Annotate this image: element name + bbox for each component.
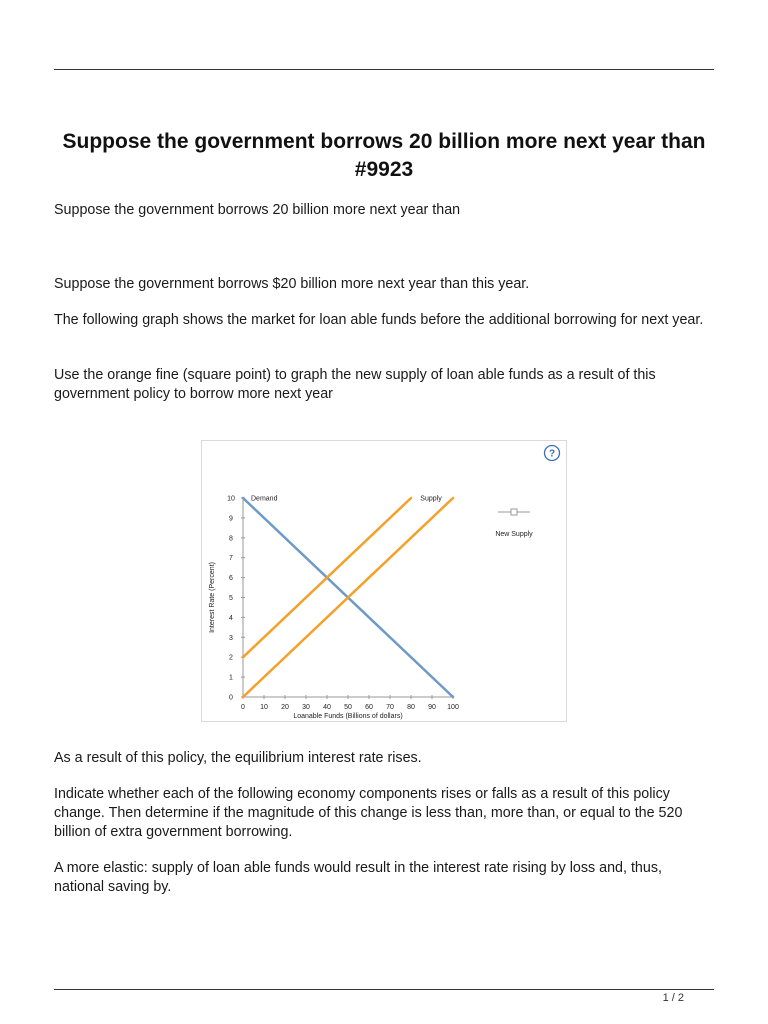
series-label-demand: Demand xyxy=(251,495,278,503)
x-tick-label: 0 xyxy=(241,704,245,711)
y-tick-label: 10 xyxy=(227,495,235,503)
x-tick-label: 90 xyxy=(428,704,436,711)
y-tick-label: 1 xyxy=(229,674,233,682)
loanable-funds-figure xyxy=(201,440,567,722)
x-tick-label: 10 xyxy=(260,704,268,711)
series-label-supply: Supply xyxy=(420,495,442,503)
y-tick-label: 8 xyxy=(229,535,233,543)
paragraph-result: As a result of this policy, the equilibrium interest rate rises. xyxy=(54,750,422,766)
chart-series xyxy=(243,496,453,698)
paragraph-question: Suppose the government borrows $20 billion more next year than this year. xyxy=(54,276,530,292)
loanable-funds-chart xyxy=(202,441,566,721)
x-tick-label: 30 xyxy=(302,704,310,711)
page-title: Suppose the government borrows 20 billion more next year than #9923 xyxy=(62,130,706,181)
y-tick-label: 9 xyxy=(229,515,233,523)
x-tick-label: 20 xyxy=(281,704,289,711)
paragraph-indicate: Indicate whether each of the following economy components rises or falls as a result of this policy change. Then determine if the magnitude of this change is less than, more than, or equal to the 520 billion of extra government borrowing. xyxy=(54,786,683,840)
square-point-line-icon xyxy=(511,509,517,515)
question-mark-glyph: ? xyxy=(548,448,556,460)
help-button[interactable] xyxy=(545,446,560,461)
x-tick-label: 70 xyxy=(386,704,394,711)
y-tick-label: 5 xyxy=(229,595,233,602)
x-tick-label: 40 xyxy=(323,704,331,711)
legend-label: New Supply xyxy=(495,531,533,538)
x-tick-label: 60 xyxy=(365,704,373,711)
y-tick-label: 0 xyxy=(229,694,233,702)
y-tick-label: 7 xyxy=(229,555,233,563)
x-tick-label: 80 xyxy=(407,704,415,711)
paragraph-elastic: A more elastic: supply of loan able funds would result in the interest rate rising by loss and, thus, national saving by. xyxy=(54,860,662,895)
paragraph-instruction: Use the orange fine (square point) to graph the new supply of loan able funds as a result of this government policy to borrow more next year xyxy=(54,367,656,402)
paragraph-intro: Suppose the government borrows 20 billion more next year than xyxy=(54,202,461,218)
y-tick-label: 2 xyxy=(229,654,233,662)
x-tick-label: 50 xyxy=(344,704,352,711)
footer-rule xyxy=(54,989,714,990)
page-number: 1 / 2 xyxy=(662,992,684,1004)
x-tick-label: 100 xyxy=(447,704,459,711)
paragraph-graph-description: The following graph shows the market for loan able funds before the additional borrowing for next year. xyxy=(54,312,704,328)
header-rule xyxy=(54,69,714,70)
y-tick-label: 3 xyxy=(229,634,233,642)
y-axis-label: Interest Rate (Percent) xyxy=(209,562,216,633)
legend[interactable] xyxy=(495,509,533,538)
x-axis-label: Loanable Funds (Billions of dollars) xyxy=(293,713,403,720)
y-tick-label: 4 xyxy=(229,614,233,622)
y-tick-label: 6 xyxy=(229,575,233,583)
